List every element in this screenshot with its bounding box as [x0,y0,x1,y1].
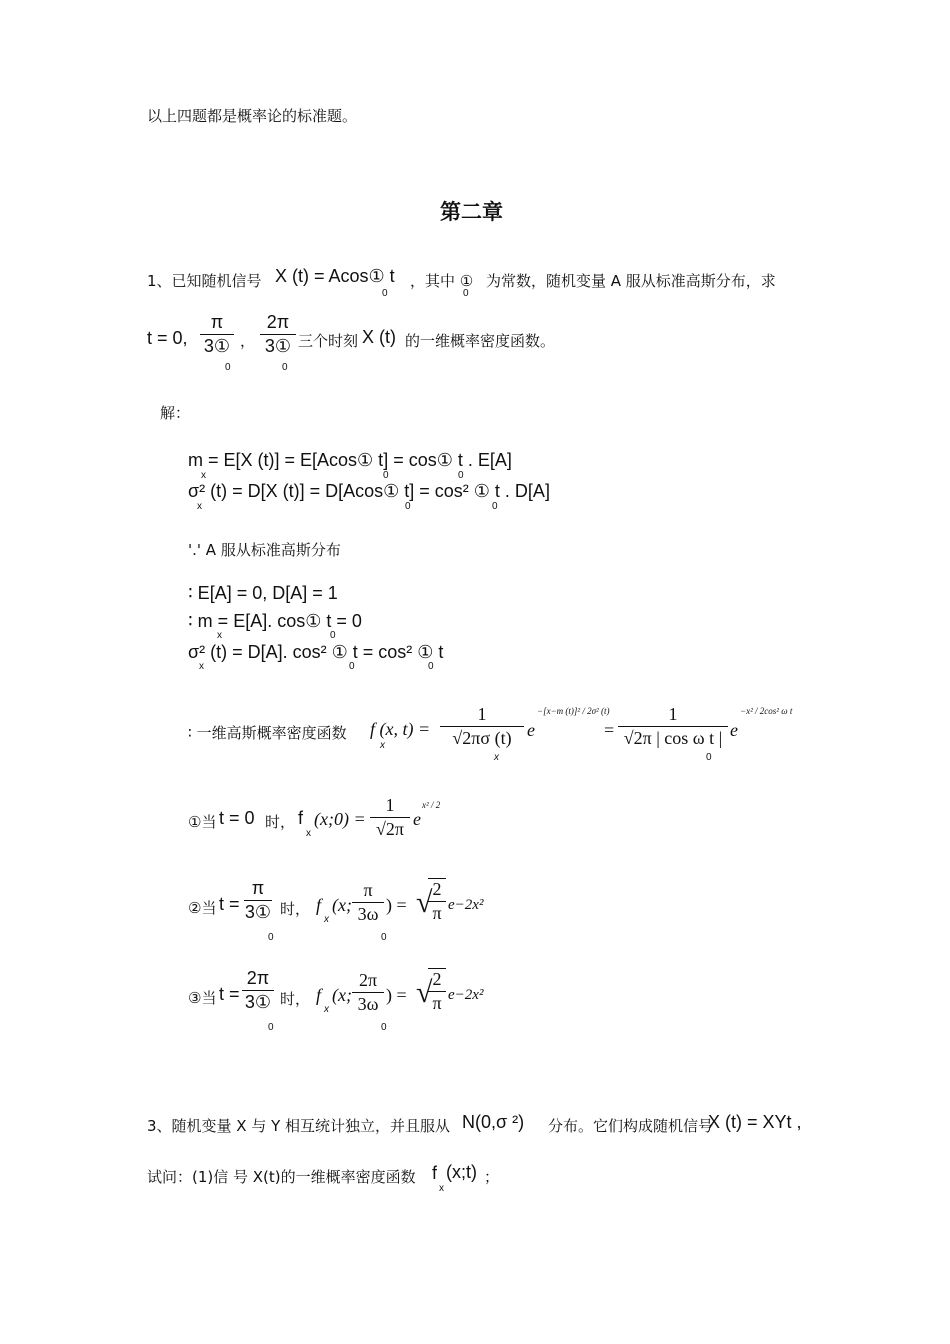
pdf-fraction-2-num: 1 [618,704,728,727]
pdf-equals: = [604,720,615,740]
case-3-when: 时， [280,990,311,1008]
case-2-close: ) = [386,895,407,915]
q1-fraction-1-sub: 0 [225,362,231,373]
sqrt-icon: √ [416,886,433,919]
pdf-exponent-2: −x² / 2cos² ω t [740,706,793,716]
case-3-root-den: π [432,993,442,1013]
case-2-label: ②当 [188,899,217,917]
case-1-e: e [413,809,421,829]
pdf-e1: e [527,720,535,740]
q3-expr: X (t) = XYt , [708,1112,802,1132]
case-1-label: ①当 [188,813,217,831]
equation-mean-sub-x: x [201,470,206,481]
case-1-f: f [298,808,304,828]
equation-variance-sub-0b: 0 [492,501,498,512]
case-3-label: ③当 [188,989,217,1007]
q1-tail-x: X (t) [362,327,396,347]
q3-prefix: 3、随机变量 X 与 Y 相互统计独立，并且服从 [147,1117,451,1135]
q1-expr: X (t) = Acos① t [275,266,395,286]
case-3-cond-fraction [242,968,274,1013]
case-3-cond-num: 2π [242,968,274,991]
q1-fraction-2-den: 3① [264,336,292,356]
q1-t-zero: t = 0, [147,328,188,348]
case-2-cond-den: 3① [244,902,272,922]
case-3-tail: e−2x² [448,987,484,1003]
q1-tail-end: 的一维概率密度函数。 [405,332,556,350]
pdf-fraction-1 [440,704,524,749]
case-2-arg-fraction [352,880,384,925]
equation-variance-sub-0a: 0 [405,501,411,512]
case-2-arg-sub: 0 [381,932,387,943]
case-3-root-num: 2 [428,969,446,992]
q3-fsub: x [439,1183,444,1194]
case-2-cond-fraction [244,878,272,923]
equation-variance: σ² (t) = D[X (t)] = D[Acos① t] = cos² ① t . D[A] [188,481,550,501]
sqrt-icon: √ [416,976,433,1009]
case-3-fsub: x [324,1004,329,1015]
case-3-f: f [316,985,322,1005]
chapter-title: 第二章 [440,200,503,224]
equation-variance-sub-x: x [197,501,202,512]
case-3-close: ) = [386,985,407,1005]
q1-rest: 为常数，随机变量 A 服从标准高斯分布，求 [486,272,776,290]
equation-mean-sub-0b: 0 [458,470,464,481]
q1-sub0: 0 [382,288,388,299]
q1-mid: ，其中 ① [410,272,474,290]
q1-tail-cn: 三个时刻 [298,332,359,350]
case-3-cond-den: 3① [244,992,272,1012]
case-1-fraction-num: 1 [370,795,410,818]
case-2-root-fraction [428,878,446,924]
case-2-root-num: 2 [428,879,446,902]
case-3-cond-sub: 0 [268,1022,274,1033]
pdf-fraction-2 [618,704,728,749]
case-2-f: f [316,895,322,915]
q3-line2: 试问：(1)信 号 X(t)的一维概率密度函数 [147,1168,416,1186]
pdf-fraction-2-den: √2π | cos ω t | [623,728,723,748]
q1-sub0b: 0 [463,288,469,299]
case-2-cond: t = [219,894,240,914]
case-1-cond: t = 0 [219,808,255,828]
because-text: '.' A 服从标准高斯分布 [188,541,341,559]
case-3-arg-num: 2π [352,970,384,993]
pdf-e2: e [730,720,738,740]
pdf-fraction-2-sub: 0 [706,752,712,763]
q3-f: f [432,1163,438,1183]
case-2-cond-sub: 0 [268,932,274,943]
q1-fraction-1 [200,312,234,357]
solution-label: 解： [160,404,191,422]
q1-fraction-1-den: 3① [203,336,231,356]
case-3-root-fraction [428,968,446,1014]
case-1-when: 时， [265,813,296,831]
therefore-1: ∶ E[A] = 0, D[A] = 1 [188,583,338,603]
equation-mean-sub-0a: 0 [383,470,389,481]
therefore-2: ∶ m = E[A]. cos① t = 0 [188,611,362,631]
case-2-tail: e−2x² [448,897,484,913]
pdf-label: ∶ 一维高斯概率密度函数 [188,724,347,742]
therefore-2-sub-x: x [217,630,222,641]
case-2-arg-den: 3ω [357,904,379,924]
q1-prefix: 1、已知随机信号 [147,272,262,290]
case-2-cond-num: π [244,878,272,901]
q1-fraction-1-num: π [200,312,234,335]
case-1-fraction [370,795,410,840]
case-3-arg-sub: 0 [381,1022,387,1033]
q1-comma: ， [240,332,256,350]
q3-farg: (x;t) [446,1162,477,1182]
therefore-3: σ² (t) = D[A]. cos² ① t = cos² ① t [188,642,444,662]
pdf-fraction-1-sub: x [494,752,499,763]
case-2-fsub: x [324,914,329,925]
case-1-fraction-den: √2π [376,819,404,839]
therefore-3-sub-0b: 0 [428,661,434,672]
therefore-3-sub-0a: 0 [349,661,355,672]
case-2-when: 时， [280,900,311,918]
q3-dist: N(0,σ ²) [462,1112,525,1132]
q1-fraction-2-sub: 0 [282,362,288,373]
case-3-arg-den: 3ω [357,994,379,1014]
case-3-arg: (x; [332,985,352,1005]
case-2-arg-num: π [352,880,384,903]
case-1-exponent: x² / 2 [422,800,441,810]
case-2-arg: (x; [332,895,352,915]
pdf-fraction-1-den: √2πσ (t) [452,728,512,748]
therefore-2-sub-0: 0 [330,630,336,641]
equation-mean: m = E[X (t)] = E[Acos① t] = cos① t . E[A] [188,450,512,470]
intro-text: 以上四题都是概率论的标准题。 [147,107,358,125]
q1-fraction-2-num: 2π [260,312,296,335]
case-3-cond: t = [219,984,240,1004]
case-1-fsub: x [306,828,311,839]
q1-fraction-2 [260,312,296,357]
pdf-fraction-1-num: 1 [440,704,524,727]
case-3-arg-fraction [352,970,384,1015]
pdf-exponent-1: −[x−m (t)]² / 2σ² (t) [537,706,610,716]
pdf-lhs: f (x, t) = [370,719,431,739]
case-2-root-den: π [432,903,442,923]
q3-semicolon: ； [484,1168,500,1186]
q3-mid: 分布。它们构成随机信号 [548,1117,714,1135]
case-1-arg: (x;0) = [314,809,366,829]
pdf-lhs-sub: x [380,740,385,751]
therefore-3-sub-x: x [199,661,204,672]
